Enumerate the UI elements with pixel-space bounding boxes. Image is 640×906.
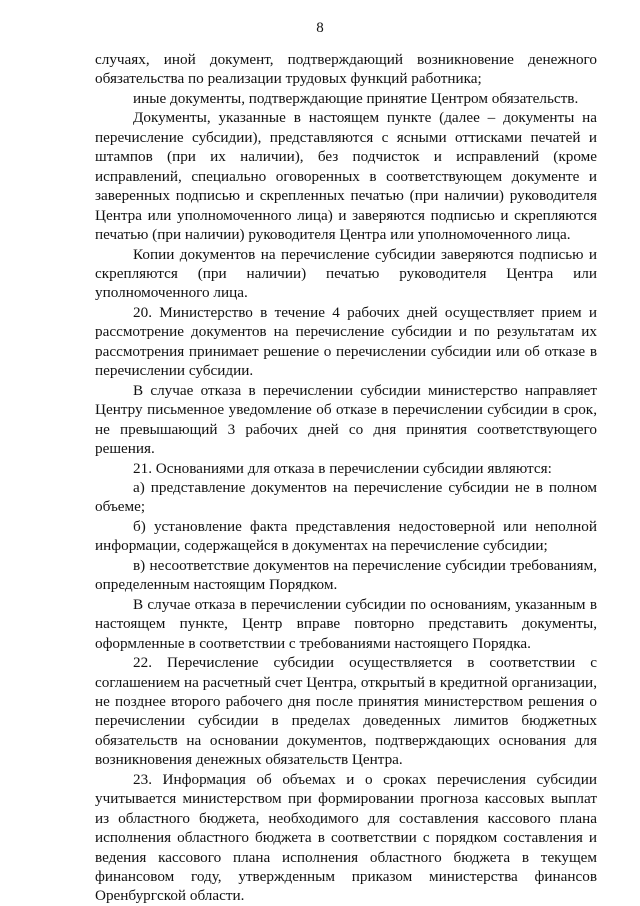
paragraph-item-20: 20. Министерство в течение 4 рабочих дней осуществляет прием и рассмотрение документов на перечисление субсидии и по результатам их рассмотрения принимает решение о перечислении субсидии или об отказе в перечислении субсидии. — [95, 303, 597, 380]
paragraph: В случае отказа в перечислении субсидии по основаниям, указанным в настоящем пункте, Центр вправе повторно представить документы, оформленные в соответствии с требованиями настоящего Порядка. — [95, 595, 597, 652]
list-item: в) несоответствие документов на перечисление субсидии требованиям, определенным настоящим Порядком. — [95, 556, 597, 594]
paragraph: Документы, указанные в настоящем пункте (далее – документы на перечисление субсидии), представляются с ясными оттисками печатей и штампов (при их наличии), без подчисток и исправлений (кроме исправлений, специально оговоренных в соответствующем документе и заверенных подписью и скрепленных печатью (при наличии) руководителя Центра или уполномоченного лица) и заверяются подписью и скрепляются печатью (при наличии) руководителя Центра или уполномоченного лица. — [95, 109, 597, 244]
paragraph: В случае отказа в перечислении субсидии министерство направляет Центру письменное уведомление об отказе в перечислении субсидии в срок, не превышающий 3 рабочих дней со дня принятия соответствующего решения. — [95, 381, 597, 458]
page-number: 8 — [316, 20, 324, 36]
document-body — [95, 50, 597, 906]
paragraph: иные документы, подтверждающие принятие Центром обязательств. — [133, 89, 579, 107]
list-item: а) представление документов на перечисление субсидии не в полном объеме; — [95, 478, 597, 516]
paragraph: Копии документов на перечисление субсидии заверяются подписью и скрепляются (при наличии) печатью руководителя Центра или уполномоченного лица. — [95, 245, 597, 302]
paragraph-item-21: 21. Основаниями для отказа в перечислении субсидии являются: — [133, 459, 552, 477]
paragraph-item-23: 23. Информация об объемах и о сроках перечисления субсидии учитывается министерством при формировании прогноза кассовых выплат из областного бюджета, необходимого для составления кассового плана исполнения областного бюджета в соответствии с порядком составления и ведения кассового плана исполнения областного бюджета в текущем финансовом году, утвержденным приказом министерства финансов Оренбургской области. — [95, 770, 597, 905]
list-item: б) установление факта представления недостоверной или неполной информации, содержащейся в документах на перечисление субсидии; — [95, 517, 597, 555]
paragraph-item-22: 22. Перечисление субсидии осуществляется в соответствии с соглашением на расчетный счет Центра, открытый в кредитной организации, не позднее второго рабочего дня после принятия министерством решения о перечислении субсидии в пределах доведенных лимитов бюджетных обязательств на основании документов, подтверждающих основания для возникновения денежных обязательств Центра. — [95, 654, 597, 769]
paragraph: случаях, иной документ, подтверждающий возникновение денежного обязательства по реализации трудовых функций работника; — [95, 51, 597, 88]
